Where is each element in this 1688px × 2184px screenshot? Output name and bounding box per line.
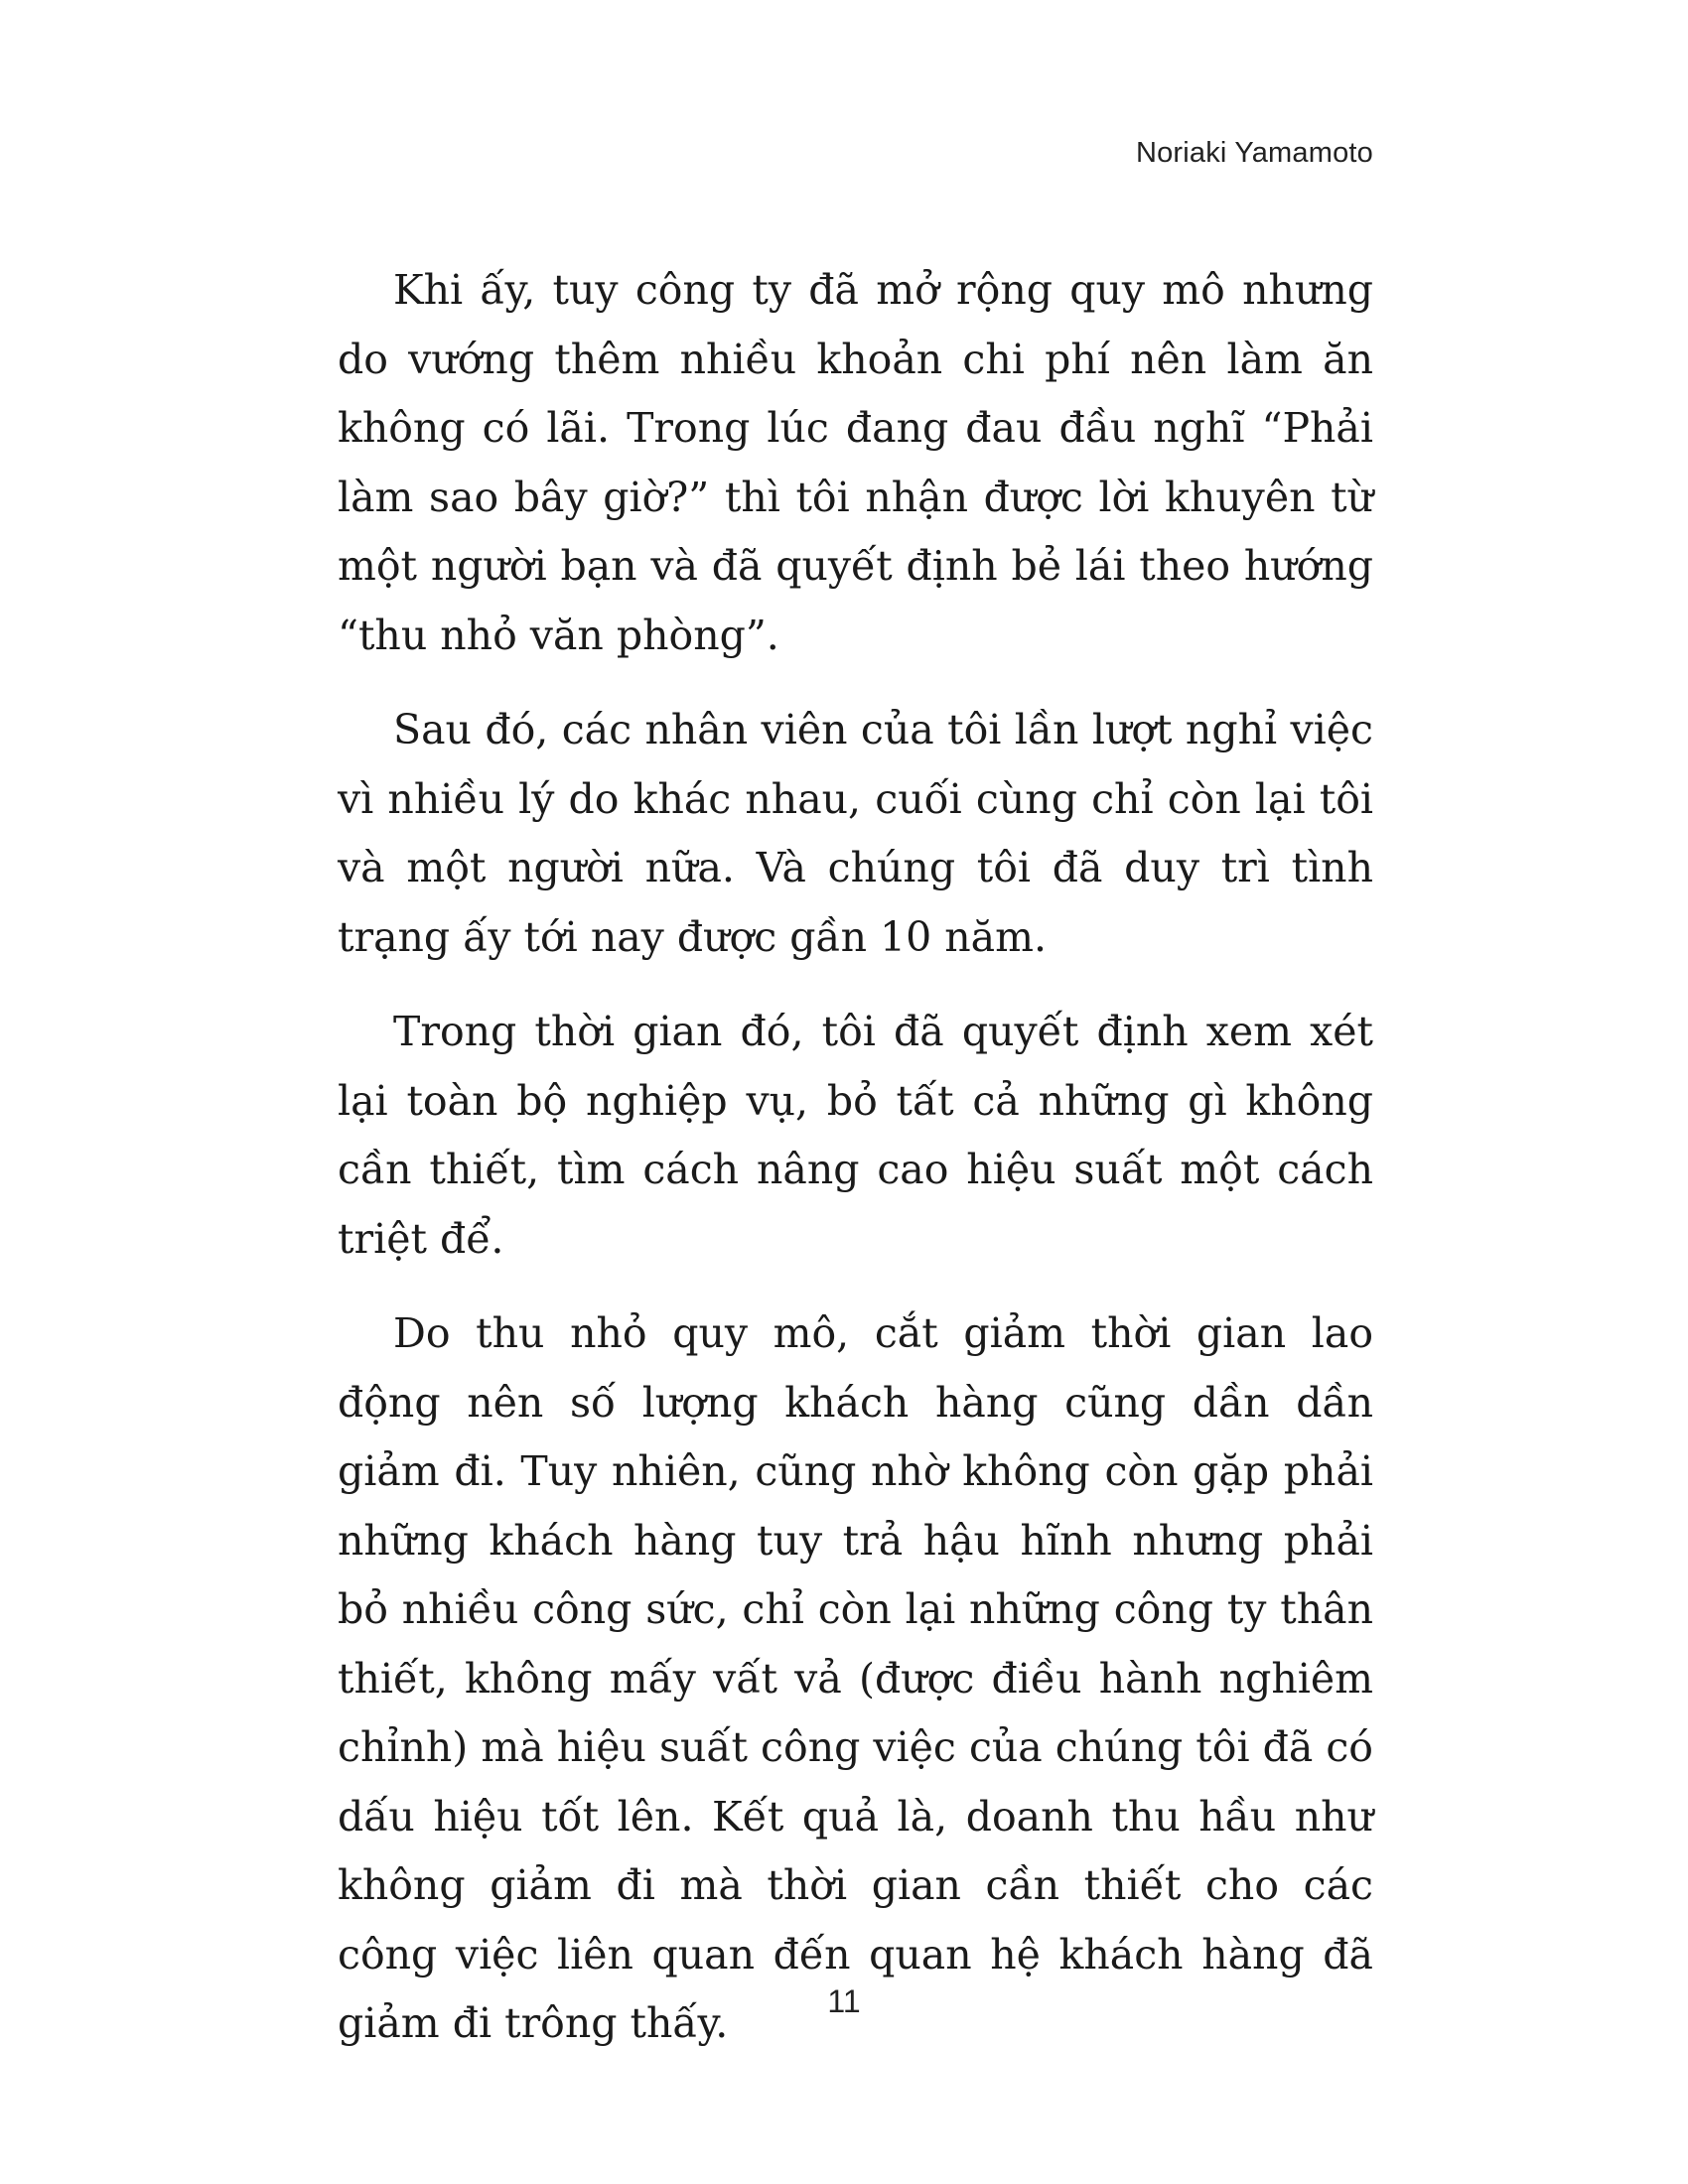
running-header-author: Noriaki Yamamoto [1135,137,1373,169]
paragraph-4: Do thu nhỏ quy mô, cắt giảm thời gian lao động nên số lượng khách hàng cũng dần dần giảm đi. Tuy nhiên, cũng nhờ không còn gặp phải những khách hàng tuy trả hậu hĩnh nhưng phải bỏ nhiều công sức, chỉ còn lại những công ty thân thiết, không mấy vất vả (được điều hành nghiêm chỉnh) mà hiệu suất công việc của chúng tôi đã có dấu hiệu tốt lên. Kết quả là, doanh thu hầu như không giảm đi mà thời gian cần thiết cho các công việc liên quan đến quan hệ khách hàng đã giảm đi trông thấy. [338,1309,1373,2047]
paragraph-1: Khi ấy, tuy công ty đã mở rộng quy mô nhưng do vướng thêm nhiều khoản chi phí nên làm ăn không có lãi. Trong lúc đang đau đầu nghĩ “Phải làm sao bây giờ?” thì tôi nhận được lời khuyên từ một người bạn và đã quyết định bẻ lái theo hướng “thu nhỏ văn phòng”. [338,266,1373,659]
paragraph-2: Sau đó, các nhân viên của tôi lần lượt nghỉ việc vì nhiều lý do khác nhau, cuối cùng chỉ còn lại tôi và một người nữa. Và chúng tôi đã duy trì tình trạng ấy tới nay được gần 10 năm. [338,706,1373,961]
page-number: 11 [827,1983,861,2019]
paragraph-3: Trong thời gian đó, tôi đã quyết định xem xét lại toàn bộ nghiệp vụ, bỏ tất cả những gì không cần thiết, tìm cách nâng cao hiệu suất một cách triệt để. [338,1008,1373,1263]
body-text [338,256,1373,2085]
